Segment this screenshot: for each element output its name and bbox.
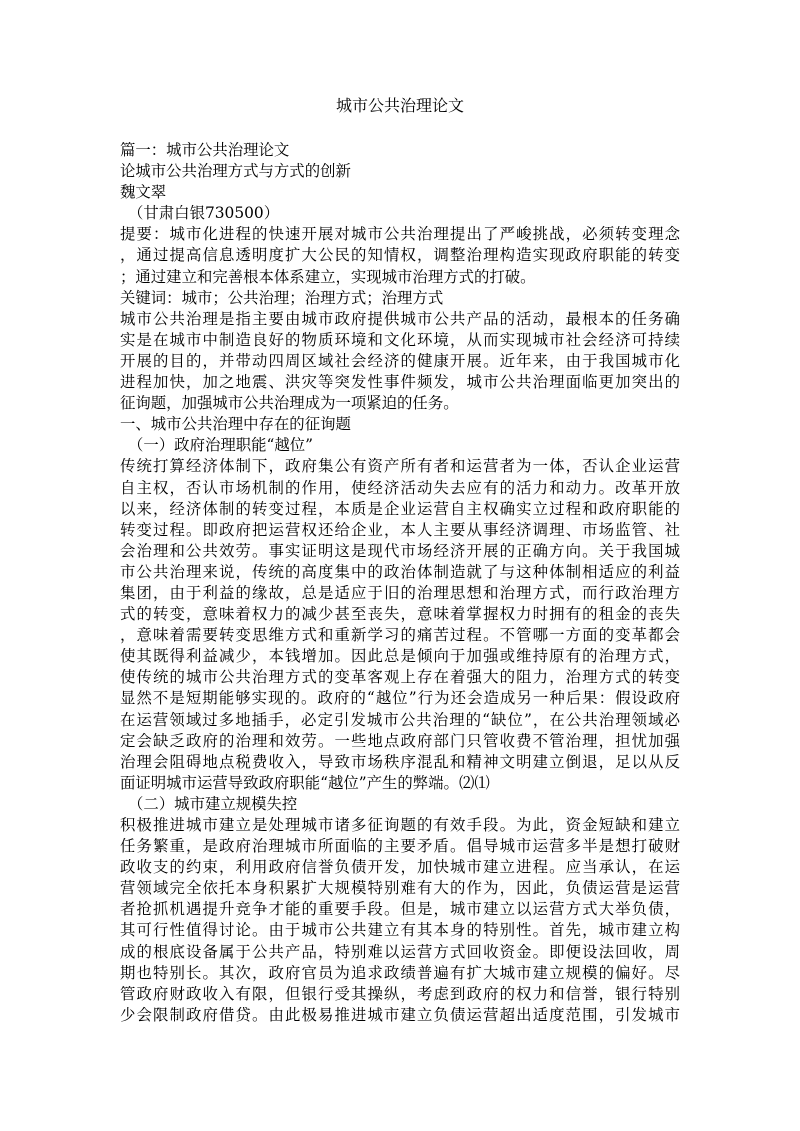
text-line: 在运营领域过多地插手，必定引发城市公共治理的“缺位”，在公共治理领域必 bbox=[120, 710, 680, 729]
text-line: 使传统的城市公共治理方式的变革客观上存在着强大的阻力，治理方式的转变 bbox=[120, 668, 680, 687]
text-line: 者抢抓机遇提升竞争才能的重要手段。但是，城市建立以运营方式大举负债， bbox=[120, 900, 680, 919]
text-line: ，意味着需要转变思维方式和重新学习的痛苦过程。不管哪一方面的变革都会 bbox=[120, 626, 680, 645]
text-line: ；通过建立和完善根本体系建立，实现城市治理方式的打破。 bbox=[120, 267, 536, 286]
text-line: 式的转变，意味着权力的减少甚至丧失，意味着掌握权力时拥有的租金的丧失 bbox=[120, 605, 680, 624]
text-line: （一）政府治理职能“越位” bbox=[128, 436, 314, 455]
text-line: 市公共治理来说，传统的高度集中的政治体制造就了与这种体制相适应的利益 bbox=[120, 562, 680, 581]
text-line: 关键词：城市；公共治理；治理方式；治理方式 bbox=[120, 288, 444, 307]
text-line: 治理会阻碍地点税费收入，导致市场秩序混乱和精神文明建立倒退，足以从反 bbox=[120, 752, 680, 771]
text-line: 篇一：城市公共治理论文 bbox=[120, 141, 290, 159]
text-line: 转变过程。即政府把运营权还给企业，本人主要从事经济调理、市场监管、社 bbox=[120, 520, 680, 539]
text-line: 提要：城市化进程的快速开展对城市公共治理提出了严峻挑战，必须转变理念 bbox=[120, 225, 680, 244]
text-line: 政收支的约束，利用政府信誉负债开发，加快城市建立进程。应当承认，在运 bbox=[120, 858, 680, 877]
document-title: 城市公共治理论文 bbox=[335, 96, 464, 115]
text-line: 开展的目的，并带动四周区域社会经济的健康开展。近年来，由于我国城市化 bbox=[120, 351, 680, 370]
text-line: 征询题，加强城市公共治理成为一项紧迫的任务。 bbox=[120, 394, 459, 413]
text-line: 城市公共治理是指主要由城市政府提供城市公共产品的活动，最根本的任务确 bbox=[120, 309, 680, 328]
text-line: 进程加快，加之地震、洪灾等突发性事件频发，城市公共治理面临更加突出的 bbox=[120, 373, 680, 392]
text-line: 其可行性值得讨论。由于城市公共建立有其本身的特别性。首先，城市建立构 bbox=[120, 921, 680, 940]
text-line: 魏文翠 bbox=[120, 183, 167, 202]
text-line: 定会缺乏政府的治理和效劳。一些地点政府部门只管收费不管治理，担忧加强 bbox=[120, 731, 680, 750]
text-line: 任务繁重，是政府治理城市所面临的主要矛盾。倡导城市运营多半是想打破财 bbox=[120, 837, 680, 856]
text-line: 使其既得利益减少，本钱增加。因此总是倾向于加强或维持原有的治理方式， bbox=[120, 647, 680, 666]
text-line: ，通过提高信息透明度扩大公民的知情权，调整治理构造实现政府职能的转变 bbox=[120, 246, 680, 265]
text-line: 自主权，否认市场机制的作用，使经济活动失去应有的活力和动力。改革开放 bbox=[120, 478, 680, 497]
text-line: 面证明城市运营导致政府职能“越位”产生的弊端。⑵⑴ bbox=[120, 773, 490, 792]
text-line: 传统打算经济体制下，政府集公有资产所有者和运营者为一体，否认企业运营 bbox=[120, 457, 680, 476]
document-body bbox=[120, 140, 680, 1026]
text-line: 集团，由于利益的缘故，总是适应于旧的治理思想和治理方式，而行政治理方 bbox=[120, 583, 680, 602]
text-line: 论城市公共治理方式与方式的创新 bbox=[120, 162, 351, 181]
text-line: 一、城市公共治理中存在的征询题 bbox=[120, 415, 351, 434]
text-line: 实是在城市中制造良好的物质环境和文化环境，从而实现城市社会经济可持续 bbox=[120, 330, 680, 349]
text-line: 成的根底设备属于公共产品，特别难以运营方式回收资金。即便设法回收，周 bbox=[120, 942, 680, 961]
text-line: 以来，经济体制的转变过程，本质是企业运营自主权确实立过程和政府职能的 bbox=[120, 499, 680, 518]
text-line: 会治理和公共效劳。事实证明这是现代市场经济开展的正确方向。关于我国城 bbox=[120, 541, 680, 560]
text-line: 积极推进城市建立是处理城市诸多征询题的有效手段。为此，资金短缺和建立 bbox=[120, 816, 680, 834]
text-line: （甘肃白银730500） bbox=[128, 204, 280, 223]
text-line: 显然不是短期能够实现的。政府的“越位”行为还会造成另一种后果：假设政府 bbox=[120, 689, 680, 708]
text-line: 期也特别长。其次，政府官员为追求政绩普遍有扩大城市建立规模的偏好。尽 bbox=[120, 963, 680, 982]
text-line: 管政府财政收入有限，但银行受其操纵，考虑到政府的权力和信誉，银行特别 bbox=[120, 984, 680, 1003]
text-line: 营领域完全依托本身积累扩大规模特别难有大的作为，因此，负债运营是运营 bbox=[120, 879, 680, 898]
text-line: 少会限制政府借贷。由此极易推进城市建立负债运营超出适度范围，引发城市 bbox=[120, 1005, 680, 1024]
text-line: （二）城市建立规模失控 bbox=[128, 794, 298, 813]
